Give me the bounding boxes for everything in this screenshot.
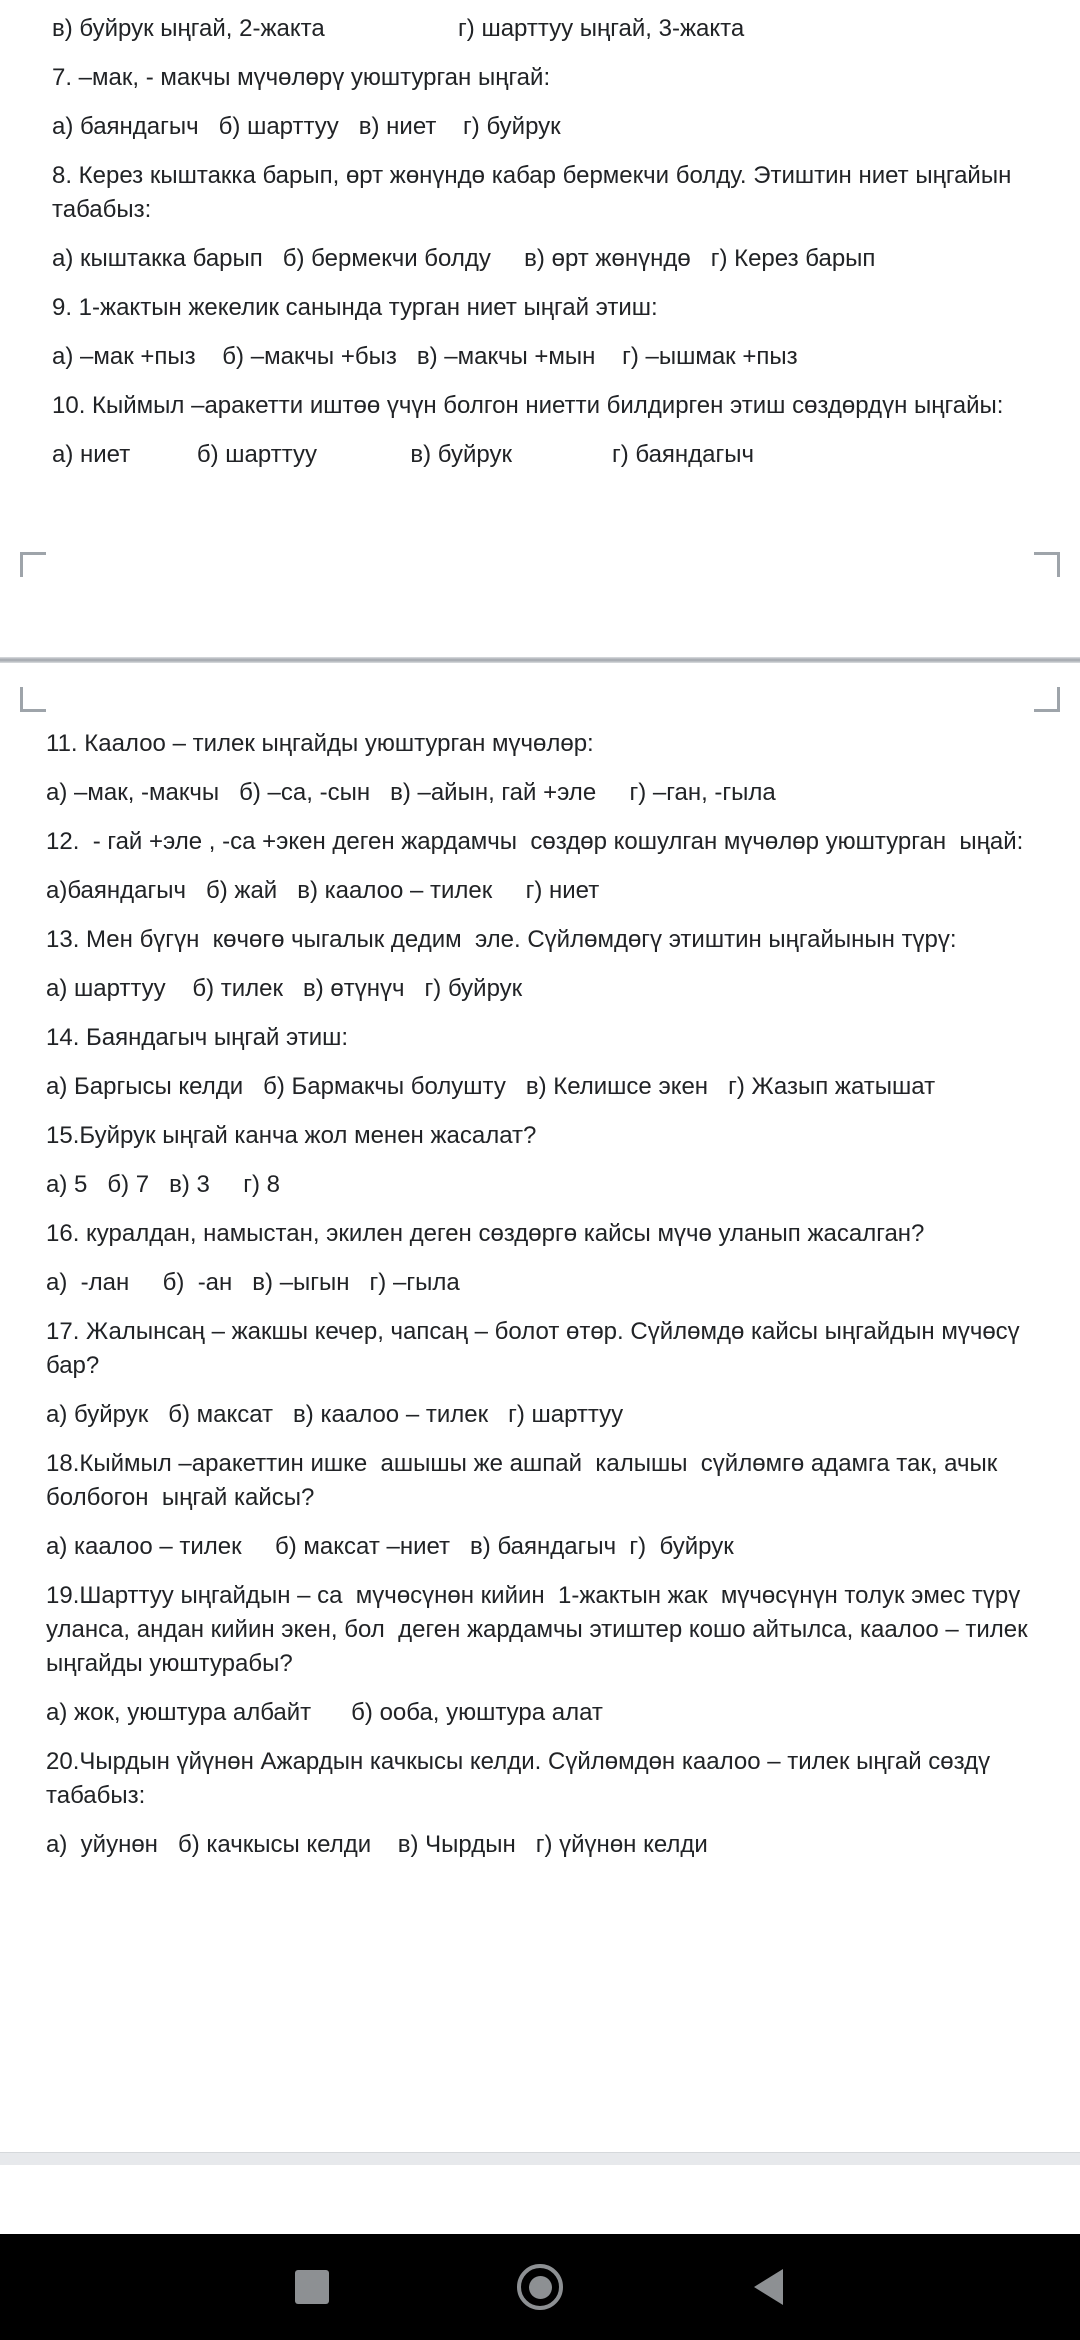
home-button[interactable] bbox=[470, 2234, 610, 2340]
page2-line-12: а) -лан б) -ан в) –ыгын г) –гыла bbox=[46, 1269, 460, 1296]
android-navigation-bar bbox=[0, 2234, 1080, 2340]
page2-line-6: а) шарттуу б) тилек в) өтүнүч г) буйрук bbox=[46, 975, 523, 1002]
document-page-1[interactable] bbox=[0, 12, 1080, 487]
page2-line-19: 20.Чырдын үйүнөн Ажардын качкысы келди. Сүйлөмдөн каалоо – тилек ыңгай сөздү табабыз: bbox=[46, 1748, 997, 1809]
page1-line-2: 7. –мак, - макчы мүчөлөрү уюштурган ыңгай: bbox=[52, 64, 551, 91]
page2-line-14: а) буйрук б) максат в) каалоо – тилек г) шарттуу bbox=[46, 1401, 624, 1428]
page2-line-11: 16. куралдан, намыстан, экилен деген сөздөргө кайсы мүчө уланып жасалган? bbox=[46, 1220, 925, 1247]
home-circle-icon bbox=[517, 2264, 563, 2310]
page2-line-16: а) каалоо – тилек б) максат –ниет в) баяндагыч г) буйрук bbox=[46, 1533, 734, 1560]
page2-line-1: 11. Каалоо – тилек ыңгайды уюштурган мүчөлөр: bbox=[46, 730, 594, 757]
page2-line-17: 19.Шарттуу ыңгайдын – са мүчөсүнөн кийин 1-жактын жак мүчөсүнүн толук эмес түрү уланса, андан кийин экен, бол деген жардамчы этиштер кошо айтылса, каалоо – тилек ыңгайды уюштурабы? bbox=[46, 1582, 1041, 1677]
page2-top-left-corner-mark bbox=[20, 687, 46, 712]
page2-line-5: 13. Мен бүгүн көчөгө чыгалык дедим эле. Сүйлөмдөгү этиштин ыңгайынын түрү: bbox=[46, 926, 957, 953]
page2-line-15: 18.Кыймыл –аракеттин ишке ашышы же ашпай калышы сүйлөмгө адамга так, ачык болбогон ыңгай кайсы? bbox=[46, 1450, 1004, 1511]
page2-line-3: 12. - гай +эле , -са +экен деген жардамчы сөздөр кошулган мүчөлөр уюштурган ыңай: bbox=[46, 828, 1024, 855]
page1-line-5: а) кыштакка барып б) бермекчи болду в) өрт жөнүндө г) Керез барып bbox=[52, 245, 876, 272]
page1-bottom-right-corner-mark bbox=[1034, 552, 1060, 577]
page1-line-3: а) баяндагыч б) шарттуу в) ниет г) буйрук bbox=[52, 113, 561, 140]
page1-line-1: в) буйрук ыңгай, 2-жакта г) шарттуу ыңгай, 3-жакта bbox=[52, 15, 745, 42]
page1-line-4: 8. Керез кыштакка барып, өрт жөнүндө кабар бермекчи болду. Этиштин ниет ыңгайын табабыз: bbox=[52, 162, 1018, 223]
page2-line-2: а) –мак, -макчы б) –са, -сын в) –айын, гай +эле г) –ган, -гыла bbox=[46, 779, 776, 806]
back-button[interactable] bbox=[698, 2234, 838, 2340]
page2-line-7: 14. Баяндагыч ыңгай этиш: bbox=[46, 1024, 349, 1051]
page1-bottom-left-corner-mark bbox=[20, 552, 46, 577]
page1-line-8: 10. Кыймыл –аракетти иштөө үчүн болгон ниетти билдирген этиш сөздөрдүн ыңгайы: bbox=[52, 392, 1004, 419]
page1-line-6: 9. 1-жактын жекелик санында турган ниет ыңгай этиш: bbox=[52, 294, 658, 321]
page2-line-13: 17. Жалынсаң – жакшы кечер, чапсаң – болот өтөр. Сүйлөмдө кайсы ыңгайдын мүчөсү бар? bbox=[46, 1318, 1027, 1379]
page2-line-4: а)баяндагыч б) жай в) каалоо – тилек г) ниет bbox=[46, 877, 600, 904]
page1-line-7: а) –мак +пыз б) –макчы +быз в) –макчы +мын г) –ышмак +пыз bbox=[52, 343, 798, 370]
page1-line-9: а) ниет б) шарттуу в) буйрук г) баяндагыч bbox=[52, 441, 755, 468]
page2-line-20: а) уйунөн б) качкысы келди в) Чырдын г) үйүнөн келди bbox=[46, 1831, 708, 1858]
next-page-separator-band bbox=[0, 2152, 1080, 2165]
page2-top-right-corner-mark bbox=[1034, 687, 1060, 712]
back-triangle-icon bbox=[754, 2269, 783, 2305]
recents-square-icon bbox=[295, 2270, 329, 2304]
page2-line-9: 15.Буйрук ыңгай канча жол менен жасалат? bbox=[46, 1122, 537, 1149]
page2-line-10: а) 5 б) 7 в) 3 г) 8 bbox=[46, 1171, 280, 1198]
recents-button[interactable] bbox=[242, 2234, 382, 2340]
page2-line-8: а) Баргысы келди б) Бармакчы болушту в) Келишсе экен г) Жазып жатышат bbox=[46, 1073, 936, 1100]
document-page-2[interactable] bbox=[0, 727, 1080, 1877]
page2-line-18: а) жок, уюштура албайт б) ооба, уюштура алат bbox=[46, 1699, 603, 1726]
page-separator-line bbox=[0, 657, 1080, 663]
